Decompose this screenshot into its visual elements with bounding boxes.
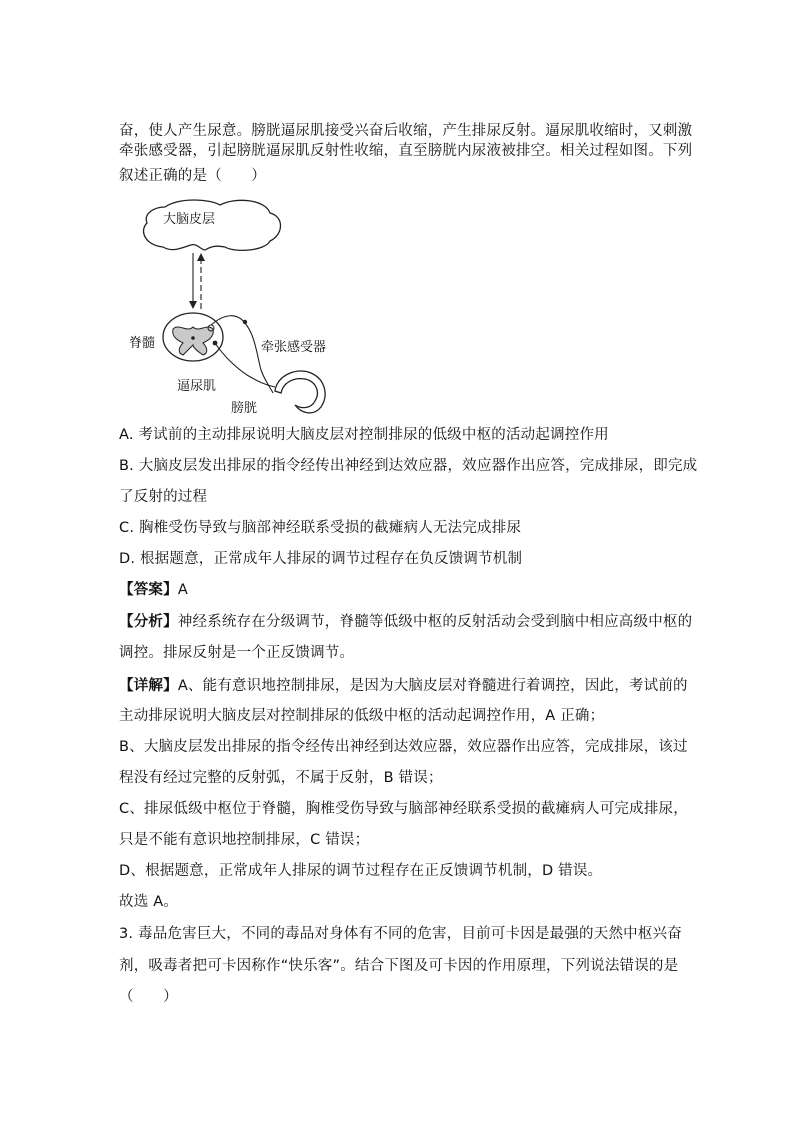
option-d: D. 根据题意，正常成年人排尿的调节过程存在负反馈调节机制 <box>119 551 523 567</box>
label-cortex: 大脑皮层 <box>163 212 216 227</box>
analysis-line-2: 调控。排尿反射是一个正反馈调节。 <box>119 645 355 661</box>
descending-arrowhead <box>189 301 197 309</box>
detail-label: 【详解】 <box>119 678 178 694</box>
option-c: C. 胸椎受伤导致与脑部神经联系受损的截瘫病人无法完成排尿 <box>119 520 522 536</box>
diagram-svg <box>125 195 345 420</box>
detail-line-6: 只是不能有意识地控制排尿，C 错误； <box>119 832 370 848</box>
bladder-outline <box>275 371 325 413</box>
option-b-line-2: 了反射的过程 <box>119 489 208 505</box>
analysis-text-1: 神经系统存在分级调节，脊髓等低级中枢的反射活动会受到脑中相应高级中枢的 <box>177 614 693 630</box>
central-canal <box>191 336 195 340</box>
label-stretch-receptor: 牵张感受器 <box>261 340 327 355</box>
detail-line-2: 主动排尿说明大脑皮层对控制排尿的低级中枢的活动起调控作用，A 正确； <box>119 708 605 724</box>
question-intro-line-2: 牵张感受器，引起膀胱逼尿肌反射性收缩，直至膀胱内尿液被排空。相关过程如图。下列 <box>119 143 693 159</box>
label-detrusor: 逼尿肌 <box>177 379 217 394</box>
question-intro-line-3: 叙述正确的是（ ） <box>119 168 266 184</box>
answer-line <box>119 580 188 600</box>
detail-line-1 <box>119 676 688 696</box>
next-question-line-2: 剂，吸毒者把可卡因称作“快乐客”。结合下图及可卡因的作用原理，下列说法错误的是 <box>119 958 679 974</box>
answer-label: 【答案】 <box>119 582 178 598</box>
detail-text-1: A、能有意识地控制排尿，是因为大脑皮层对脊髓进行着调控，因此，考试前的 <box>177 678 688 694</box>
option-a: A. 考试前的主动排尿说明大脑皮层对控制排尿的低级中枢的活动起调控作用 <box>119 427 609 443</box>
next-question-line-3: （ ） <box>119 989 178 1005</box>
micturition-reflex-diagram <box>125 195 345 420</box>
ascending-arrowhead <box>197 253 205 261</box>
question-intro-line-1: 奋，使人产生尿意。膀胱逼尿肌接受兴奋后收缩，产生排尿反射。逼尿肌收缩时，又刺激 <box>119 123 693 139</box>
option-b-line-1: B. 大脑皮层发出排尿的指令经传出神经到达效应器，效应器作出应答，完成排尿，即完成 <box>119 458 698 474</box>
analysis-label: 【分析】 <box>119 614 178 630</box>
analysis-line-1 <box>119 612 692 632</box>
label-bladder: 膀胱 <box>231 401 258 416</box>
detail-line-7: D、根据题意，正常成年人排尿的调节过程存在正反馈调节机制，D 错误。 <box>119 863 603 879</box>
detail-line-4: 程没有经过完整的反射弧，不属于反射，B 错误； <box>119 770 443 786</box>
detail-line-5: C、排尿低级中枢位于脊髓，胸椎受伤导致与脑部神经联系受损的截瘫病人可完成排尿， <box>119 801 688 817</box>
detail-line-8: 故选 A。 <box>119 894 179 910</box>
receptor-ending <box>243 320 247 324</box>
label-spinal-cord: 脊髓 <box>129 336 156 351</box>
answer-value: A <box>177 582 188 598</box>
detail-line-3: B、大脑皮层发出排尿的指令经传出神经到达效应器，效应器作出应答，完成排尿，该过 <box>119 739 688 755</box>
next-question-line-1: 3. 毒品危害巨大，不同的毒品对身体有不同的危害，目前可卡因是最强的天然中枢兴奋 <box>119 926 682 942</box>
